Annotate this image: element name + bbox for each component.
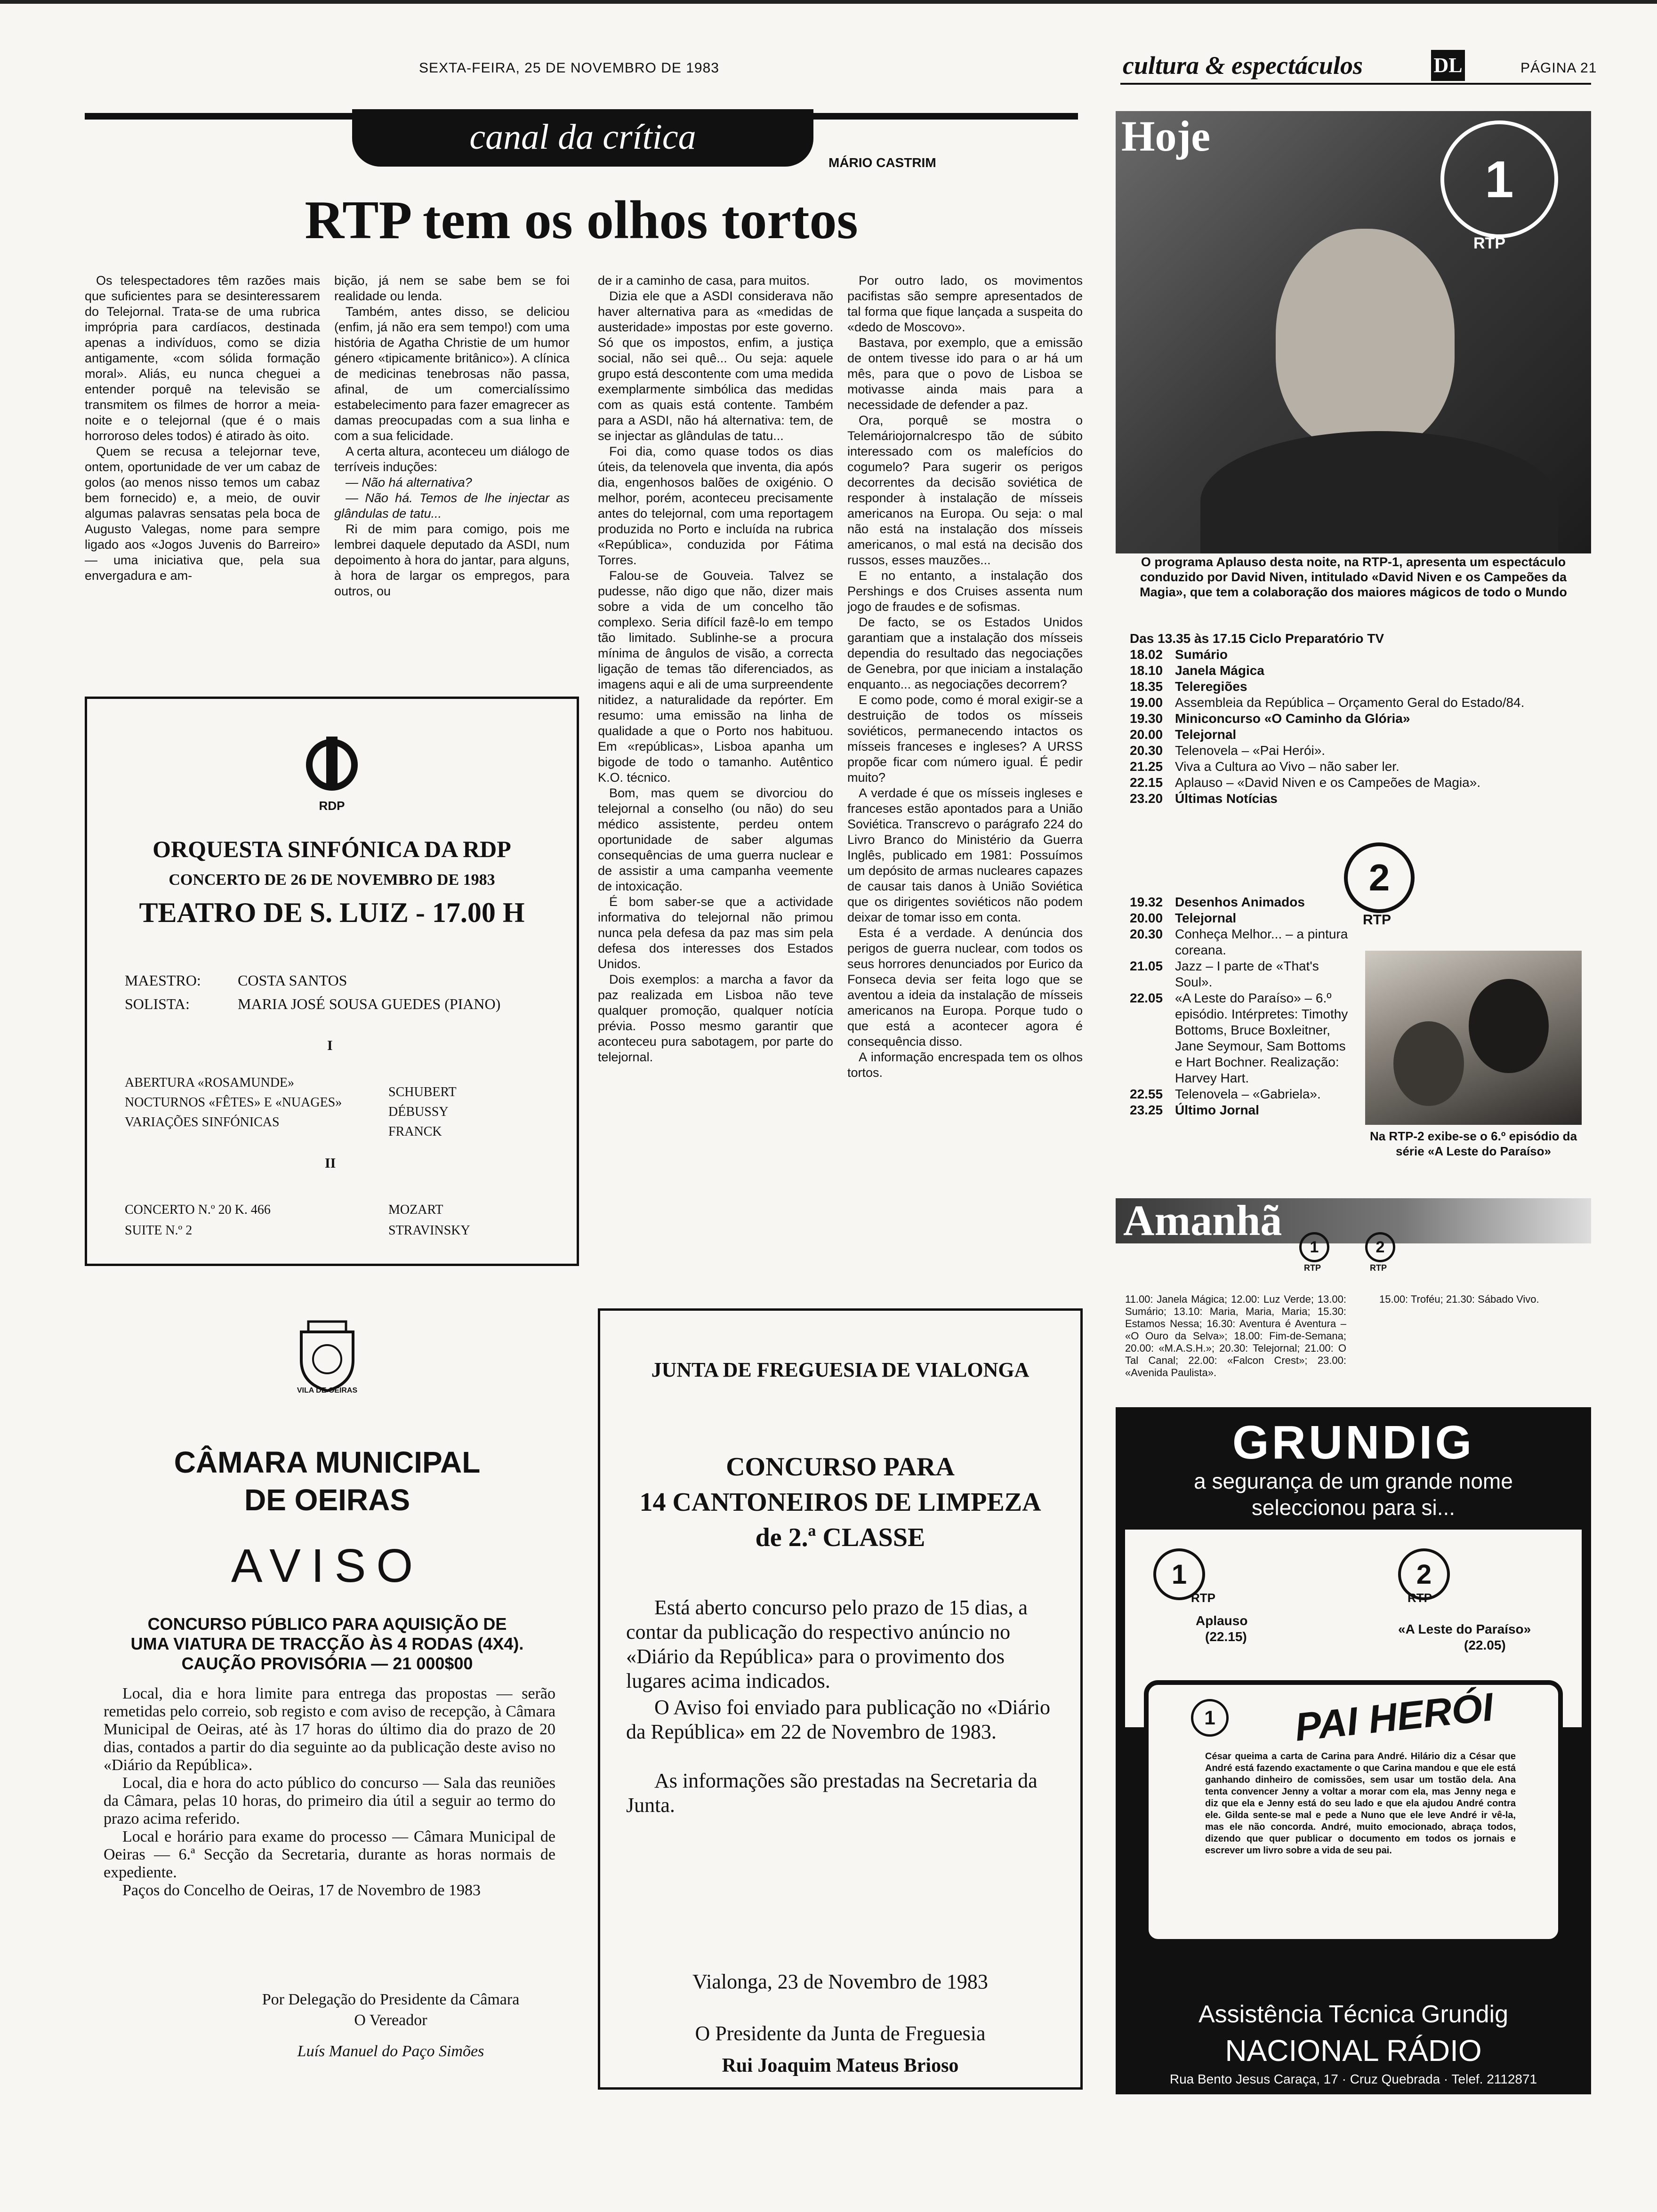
paragraph: Dizia ele que a ASDI considerava não haver alternativa para as «medidas de austeridade» impostas por este governo. Só que os impostos, enfim, a justiça social, não sei quê... Ou seja: aquele grupo está descontente com uma medida exemplarmente simbólica das medidas com as quais está contente. Também para a ASDI, não há alternativa: tem, de se injectar as glândulas de tatu...: [598, 289, 833, 443]
schedule-desc: Telenovela – «Pai Herói».: [1175, 743, 1326, 758]
schedule-time: 23.25: [1130, 1103, 1163, 1117]
solista-name: MARIA JOSÉ SOUSA GUEDES (PIANO): [238, 995, 501, 1012]
schedule-desc: Aplauso – «David Niven e os Campeões de Magia».: [1175, 775, 1481, 790]
paragraph: bição, já nem se sabe bem se foi realidade ou lenda.: [334, 273, 570, 303]
rdp-logo-icon: [304, 737, 360, 798]
header-date: SEXTA-FEIRA, 25 DE NOVEMBRO DE 1983: [419, 60, 719, 76]
vialonga-body: [626, 1595, 1054, 1818]
paragraph: É bom saber-se que a actividade informativa do telejornal não primou nunca pela defesa da paz mas sim pela defesa dos interesses dos Estados Unidos.: [598, 895, 833, 971]
schedule-row: [1130, 743, 1591, 759]
channel-number: 2: [1375, 1238, 1385, 1256]
schedule-desc: Telejornal: [1175, 727, 1237, 742]
schedule-desc: Desenhos Animados: [1175, 895, 1305, 909]
rdp-venue: TEATRO DE S. LUIZ - 17.00 H: [139, 897, 525, 928]
concurso-heading-2: UMA VIATURA DE TRACÇÃO ÀS 4 RODAS (4X4).: [130, 1634, 524, 1653]
portrait-face: [1276, 229, 1455, 450]
schedule-time: 20.00: [1130, 911, 1163, 925]
page-number: PÁGINA 21: [1520, 60, 1597, 76]
paragraph: As informações são prestadas na Secretaria da Junta.: [626, 1769, 1038, 1817]
photo-figure: [1469, 979, 1549, 1073]
paragraph: Quem se recusa a telejornar teve, ontem, oportunidade de ver um cabaz de golos (ao menos nisso temos um cabaz bem fornecido) e, a meio, de ouvir algumas palavras sensatas pela boca de Augusto Valegas, nome para sempre ligado aos «Jogos Juvenis do Barreiro» — uma iniciativa que, pela sua envergadura e am-: [85, 444, 320, 583]
rtp1-logo-label: RTP: [1473, 234, 1505, 252]
schedule-desc: Das 13.35 às 17.15 Ciclo Preparatório TV: [1130, 631, 1384, 646]
paragraph: E como pode, como é moral exigir-se a destruição de todos os mísseis soviéticos, permanecendo intactos os mísseis franceses e ingleses? A URSS propõe ficar com número igual. É pedir muito?: [847, 693, 1083, 785]
oeiras-signature-title: O Vereador: [354, 2012, 427, 2029]
rtp2-schedule: [1130, 894, 1356, 1118]
grundig-line-1: a segurança de um grande nome: [1194, 1469, 1513, 1493]
paragraph: Bom, mas quem se divorciou do telejornal a conselho (ou não) do seu médico assistente, perdeu ontem oportunidade de saber algumas consequências de uma guerra nuclear e de assistir a uma campanha veemente de intoxicação.: [598, 786, 833, 893]
schedule-row: [1130, 1102, 1356, 1118]
rdp-logo-text: RDP: [319, 799, 345, 813]
oeiras-crest-icon: [292, 1318, 362, 1393]
program-composer: MOZART: [388, 1202, 443, 1217]
grundig-prog-1: Aplauso: [1196, 1613, 1248, 1628]
part-1-label: I: [327, 1038, 333, 1053]
rtp1-schedule: [1130, 631, 1591, 807]
paragraph: Ri de mim para comigo, pois me lembrei daquele deputado da ASDI, num depoimento à hora do jantar, para alguns, à hora de largar os empregos, para outros, ou: [334, 522, 570, 598]
oeiras-signature-role: Por Delegação do Presidente da Câmara: [262, 1991, 520, 2008]
section-title: cultura & espectáculos: [1123, 51, 1363, 80]
program-work: CONCERTO N.º 20 K. 466: [125, 1202, 271, 1217]
schedule-desc: Telejornal: [1175, 911, 1237, 925]
program-work: NOCTURNOS «FÊTES» E «NUAGES»: [125, 1095, 342, 1110]
schedule-row: [1130, 775, 1591, 791]
rubric-banner: canal da crítica: [352, 109, 813, 167]
schedule-time: 22.15: [1130, 775, 1163, 790]
amanha-heading: Amanhã: [1123, 1198, 1282, 1243]
paragraph: A verdade é que os mísseis ingleses e franceses estão apontados para a União Soviética. Transcrevo o parágrafo 224 do Livro Branco do Ministério da Guerra Inglês, publicado em 1981: Possuímos um depósito de armas nucleares capazes de causar tais danos à União Soviética que os dirigentes soviéticos não podem deixar de tomar isso em conta.: [847, 786, 1083, 924]
amanha-rtp2: 15.00: Troféu; 21.30: Sábado Vivo.: [1379, 1293, 1539, 1305]
schedule-row: [1130, 926, 1356, 958]
program-work: SUITE N.º 2: [125, 1223, 193, 1238]
schedule-desc: Jazz – I parte de «That's Soul».: [1175, 959, 1319, 989]
schedule-time: 18.35: [1130, 679, 1163, 694]
paragraph: A certa altura, aconteceu um diálogo de terríveis induções:: [334, 444, 570, 474]
paragraph: Falou-se de Gouveia. Talvez se pudesse, não digo que não, dizer mais sobre a vida de um concelho tão complexo. Seria difícil fazê-lo em tempo tão limitado. Sublinhe-se a procura mínima de ângulos de visão, a correcta ligação de temas tão diferenciados, as imagens aqui e ali de uma surpreendente nitidez, a naturalidade da repórter. Em resumo: uma emissão na linha de qualidade a que o Porto nos habituou. Em «repúblicas», Lisboa apanha um bigode de todo o tamanho. Autêntico K.O. técnico.: [598, 569, 833, 785]
schedule-row: [1130, 679, 1591, 695]
grundig-prog-1-time: (22.15): [1205, 1629, 1247, 1644]
paragraph: A informação encrespada tem os olhos tortos.: [847, 1050, 1083, 1080]
vialonga-date: Vialonga, 23 de Novembro de 1983: [692, 1970, 988, 1993]
channel-number: 1: [1204, 1707, 1215, 1729]
article-column-3: [598, 273, 833, 1275]
schedule-row: [1130, 759, 1591, 775]
paragraph: Também, antes disso, se deliciou (enfim, já não era sem tempo!) com uma história de Agatha Christie de um humor género «tipicamente britânico»). A clínica de medicinas tenebrosas não passa, afinal, de um comercialíssimo estabelecimento para fazer emagrecer as damas preocupadas com a sua linha e com a sua felicidade.: [334, 305, 570, 443]
rtp2-small-label: RTP: [1370, 1263, 1387, 1273]
rtp1-small-logo-icon: [1299, 1232, 1329, 1262]
vialonga-signature-name: Rui Joaquim Mateus Brioso: [722, 2055, 959, 2076]
vialonga-signature-role: O Presidente da Junta de Freguesia: [695, 2022, 986, 2045]
rdp-concert-ad: [85, 697, 579, 1266]
rtp2-logo-label: RTP: [1363, 912, 1391, 928]
program-composer: SCHUBERT: [388, 1085, 457, 1099]
author: MÁRIO CASTRIM: [828, 155, 936, 170]
schedule-row: [1130, 1086, 1356, 1102]
program-composer: DÉBUSSY: [388, 1105, 449, 1119]
photo-figure: [1393, 1021, 1464, 1106]
maestro-name: COSTA SANTOS: [238, 972, 347, 989]
schedule-row: [1130, 958, 1356, 990]
television-set-icon: [1144, 1680, 1563, 1944]
concurso-heading-1: CONCURSO PÚBLICO PARA AQUISIÇÃO DE: [147, 1614, 507, 1634]
schedule-time: 21.25: [1130, 759, 1163, 774]
photo-caption-rtp1: O programa Aplauso desta noite, na RTP-1, apresenta um espectáculo conduzido por David Niven, intitulado «David Niven e os Campeões da Magia», que tem a colaboração dos maiores mágicos de todo o Mundo: [1140, 555, 1567, 599]
vialonga-title-3: de 2.ª CLASSE: [755, 1523, 925, 1552]
schedule-time: 18.10: [1130, 663, 1163, 678]
oeiras-signature-name: Luís Manuel do Paço Simões: [297, 2043, 484, 2060]
schedule-time: 22.05: [1130, 991, 1163, 1005]
paragraph: Foi dia, como quase todos os dias úteis, da telenovela que inventa, dia após dia, engenhosos balões de oxigénio. O melhor, porém, aconteceu precisamente antes do telejornal, com uma reportagem produzida no Porto e incluída na rubrica «República», conduzida por Fátima Torres.: [598, 444, 833, 567]
oeiras-body: [104, 1685, 555, 1899]
schedule-time: 22.55: [1130, 1087, 1163, 1101]
schedule-time: 19.00: [1130, 695, 1163, 710]
schedule-time: 23.20: [1130, 791, 1163, 806]
amanha-rtp1: 11.00: Janela Mágica; 12.00: Luz Verde; 13.00: Sumário; 13.10: Maria, Maria, Maria; 15.30: Estamos Nessa; 16.30: Aventura é Aventura – «O Ouro da Selva»; 18.00: Fim-de-Semana; 20.00: «M.A.S.H.»; 20.30: Telejornal; 21.00: O Tal Canal; 22.00: «Falcon Crest»; 23.00: «Avenida Paulista».: [1125, 1293, 1346, 1378]
schedule-desc: Assembleia da República – Orçamento Geral do Estado/84.: [1175, 695, 1525, 710]
schedule-row: [1130, 631, 1591, 647]
aviso-heading: AVISO: [231, 1539, 424, 1592]
oeiras-ad: [85, 1308, 570, 2099]
rtp2-logo-label: RTP: [1408, 1591, 1432, 1605]
rdp-subtitle: CONCERTO DE 26 DE NOVEMBRO DE 1983: [169, 871, 495, 889]
schedule-desc: Últimas Notícias: [1175, 791, 1278, 806]
schedule-row: [1130, 663, 1591, 679]
paragraph: Está aberto concurso pelo prazo de 15 dias, a contar da publicação do respectivo anúncio no «Diário da República» para o provimento dos lugares acima indicados.: [626, 1596, 1028, 1692]
paragraph: — Não há alternativa?: [346, 475, 472, 489]
schedule-row: [1130, 910, 1356, 926]
channel-number: 2: [1416, 1559, 1432, 1590]
schedule-time: 18.02: [1130, 647, 1163, 662]
amanha-banner: [1116, 1198, 1591, 1243]
newspaper-logo-icon: DL: [1431, 50, 1465, 81]
header-rule: [1120, 83, 1591, 85]
schedule-desc: «A Leste do Paraíso» – 6.º episódio. Intérpretes: Timothy Bottoms, Bruce Boxleitner, Jane Seymour, Sam Bottoms e Hart Bochner. Realização: Harvey Hart.: [1175, 991, 1348, 1085]
schedule-row: [1130, 727, 1591, 743]
vialonga-title-1: CONCURSO PARA: [726, 1452, 955, 1482]
article-title: RTP tem os olhos tortos: [305, 190, 858, 250]
rdp-title: ORQUESTA SINFÓNICA DA RDP: [153, 836, 511, 862]
david-niven-photo: [1116, 111, 1591, 553]
schedule-row: [1130, 695, 1591, 711]
schedule-desc: Sumário: [1175, 647, 1228, 662]
pai-heroi-logo: PAI HERÓI: [1293, 1684, 1496, 1749]
vialonga-ad: [598, 1308, 1083, 2090]
program-composer: STRAVINSKY: [388, 1223, 470, 1238]
rtp1-small-label: RTP: [1304, 1263, 1321, 1273]
paragraph: Dois exemplos: a marcha a favor da paz realizada em Lisboa não teve qualquer promoção, qualquer notícia prévia. Posso mesmo garantir que aconteceu pura sabotagem, por parte do telejornal.: [598, 972, 833, 1064]
solista-label: SOLISTA:: [125, 995, 190, 1012]
schedule-time: 20.30: [1130, 743, 1163, 758]
paragraph: Local, dia e hora limite para entrega das propostas — serão remetidas pelo correio, sob registo e com aviso de recepção, à Câmara Municipal de Oeiras, até às 17 horas do último dia do prazo de 20 dias, contados a partir do dia seguinte ao da publicação deste aviso no «Diário da República».: [104, 1685, 555, 1774]
channel-number: 2: [1368, 857, 1390, 898]
program-composer: FRANCK: [388, 1124, 442, 1139]
paragraph: Os telespectadores têm razões mais que suficientes para se desinteressarem do Telejornal. Trata-se de uma rubrica imprópria para cardíacos, destinada apenas a indivíduos, como se dizia antigamente, «com sólida formação moral». Aliás, eu nunca cheguei a entender porquê na televisão se transmitem os filmes de horror a meia-noite e o telejornal (que é o mais horroroso deles todos) é atirado às oito.: [85, 273, 320, 443]
schedule-desc: Teleregiões: [1175, 679, 1247, 694]
schedule-time: 20.30: [1130, 927, 1163, 941]
concurso-heading-3: CAUÇÃO PROVISÓRIA — 21 000$00: [181, 1654, 473, 1673]
schedule-desc: Viva a Cultura ao Vivo – não saber ler.: [1175, 759, 1400, 774]
channel-number: 1: [1171, 1559, 1187, 1590]
grundig-line-2: seleccionou para si...: [1251, 1495, 1456, 1520]
paragraph: Paços do Concelho de Oeiras, 17 de Novembro de 1983: [122, 1882, 481, 1899]
channel-number: 1: [1485, 150, 1514, 208]
schedule-desc: Miniconcurso «O Caminho da Glória»: [1175, 711, 1410, 726]
grundig-ad: [1116, 1407, 1591, 2094]
article-column-2: [334, 273, 570, 664]
article-column-4: [847, 273, 1083, 1275]
paragraph: Ora, porquê se mostra o Telemáriojornalcrespo tão de súbito interessado com os malefícios do cogumelo? Para sugerir os perigos decorrentes da decisão soviética de responder à instalação de mísseis americanos na Europa. Ou seja: o mal não está na instalação dos mísseis americanos, o mal está na decisão dos russos, esses mauzões...: [847, 413, 1083, 567]
paragraph: Local, dia e hora do acto público do concurso — Sala das reuniões da Câmara, pelas 10 horas, do primeiro dia útil a seguir ao termo do prazo acima referido.: [104, 1774, 555, 1827]
paragraph: de ir a caminho de casa, para muitos.: [598, 273, 810, 288]
schedule-desc: Conheça Melhor... – a pintura coreana.: [1175, 927, 1348, 957]
pai-heroi-synopsis: César queima a carta de Carina para André. Hilário diz a César que André está fazendo exactamente o que Carina mandou e que ele está ganhando dinheiro de comissões, sem usar um tostão dela. Ana tenta convencer Jenny a voltar a morar com ela, mas Jenny nega e diz que ela e Jenny está do seu lado e que ela ajudou André contra ele. Gilda sente-se mal e pede a Nuno que ele leve André ir vê-la, mas ele não concorda. André, muito emocionado, abraça todos, dizendo que quer publicar o documento em todos os jornais e escrever um livro sobre a vida de seu pai.: [1205, 1751, 1516, 1856]
paragraph: De facto, se os Estados Unidos garantiam que a instalação dos mísseis dependia do resultado das negociações de Genebra, por que iniciam a instalação enquanto... as negociações decorrem?: [847, 615, 1083, 691]
vialonga-header: JUNTA DE FREGUESIA DE VIALONGA: [651, 1358, 1030, 1381]
maestro-label: MAESTRO:: [125, 972, 201, 989]
schedule-desc: Janela Mágica: [1175, 663, 1264, 678]
grundig-service-1: Assistência Técnica Grundig: [1198, 2001, 1509, 2028]
schedule-row: [1130, 894, 1356, 910]
schedule-row: [1130, 647, 1591, 663]
paragraph: E no entanto, a instalação dos Pershings e dos Cruises assenta num jogo de fraudes e de sofismas.: [847, 569, 1083, 614]
grundig-logo: GRUNDIG: [1232, 1416, 1475, 1469]
part-2-label: II: [325, 1155, 336, 1171]
program-work: VARIAÇÕES SINFÓNICAS: [125, 1115, 280, 1130]
paragraph: Esta é a verdade. A denúncia dos perigos de guerra nuclear, com todos os seus horrores denunciados por Eurico da Fonseca devia ser feita logo que se aventou a ideia da instalação de mísseis americanos na Europa. Porque tudo o que está a acontecer agora é consequência disso.: [847, 926, 1083, 1049]
schedule-time: 20.00: [1130, 727, 1163, 742]
program-work: ABERTURA «ROSAMUNDE»: [125, 1075, 295, 1090]
rtp1-logo-label: RTP: [1191, 1591, 1215, 1605]
schedule-desc: Último Jornal: [1175, 1103, 1259, 1117]
schedule-row: [1130, 791, 1591, 807]
schedule-row: [1130, 990, 1356, 1086]
schedule-time: 21.05: [1130, 959, 1163, 973]
paragraph: — Não há. Temos de lhe injectar as glândulas de tatu...: [334, 491, 570, 521]
grundig-service-2: NACIONAL RÁDIO: [1225, 2034, 1482, 2068]
rtp2-small-logo-icon: [1365, 1232, 1395, 1262]
schedule-time: 19.30: [1130, 711, 1163, 726]
paragraph: Por outro lado, os movimentos pacifistas são sempre apresentados de tal forma que fique lançada a suspeita do «dedo de Moscovo».: [847, 273, 1083, 334]
schedule-time: 19.32: [1130, 895, 1163, 909]
top-rule: [0, 0, 1657, 4]
east-of-eden-photo: [1365, 951, 1582, 1125]
crest-text: VILA DE OEIRAS: [297, 1387, 358, 1395]
channel-number: 1: [1310, 1238, 1319, 1256]
oeiras-title-2: DE OEIRAS: [244, 1483, 410, 1517]
hoje-heading: Hoje: [1121, 112, 1211, 160]
oeiras-title-1: CÂMARA MUNICIPAL: [174, 1445, 481, 1479]
paragraph: Bastava, por exemplo, que a emissão de ontem tivesse ido para o ar há um mês, para que o povo de Lisboa se motivasse ainda mais para a necessidade de defender a paz.: [847, 336, 1083, 412]
rtp1-logo-icon: [1440, 120, 1558, 238]
rtp1-logo-icon: [1191, 1699, 1229, 1737]
schedule-row: [1130, 711, 1591, 727]
vialonga-title-2: 14 CANTONEIROS DE LIMPEZA: [639, 1488, 1041, 1517]
article-column-1: [85, 273, 320, 664]
photo-caption-rtp2: Na RTP-2 exibe-se o 6.º episódio da série «A Leste do Paraíso»: [1369, 1129, 1577, 1158]
grundig-prog-2: «A Leste do Paraíso»: [1398, 1622, 1531, 1636]
grundig-prog-2-time: (22.05): [1464, 1638, 1506, 1652]
paragraph: Local e horário para exame do processo — Câmara Municipal de Oeiras — 6.ª Secção da Secretaria, durante as horas normais de expediente.: [104, 1828, 555, 1881]
grundig-address: Rua Bento Jesus Caraça, 17 · Cruz Quebrada · Telef. 2112871: [1169, 2072, 1537, 2086]
schedule-desc: Telenovela – «Gabriela».: [1175, 1087, 1321, 1101]
paragraph: O Aviso foi enviado para publicação no «Diário da República» em 22 de Novembro de 1983.: [626, 1696, 1051, 1743]
